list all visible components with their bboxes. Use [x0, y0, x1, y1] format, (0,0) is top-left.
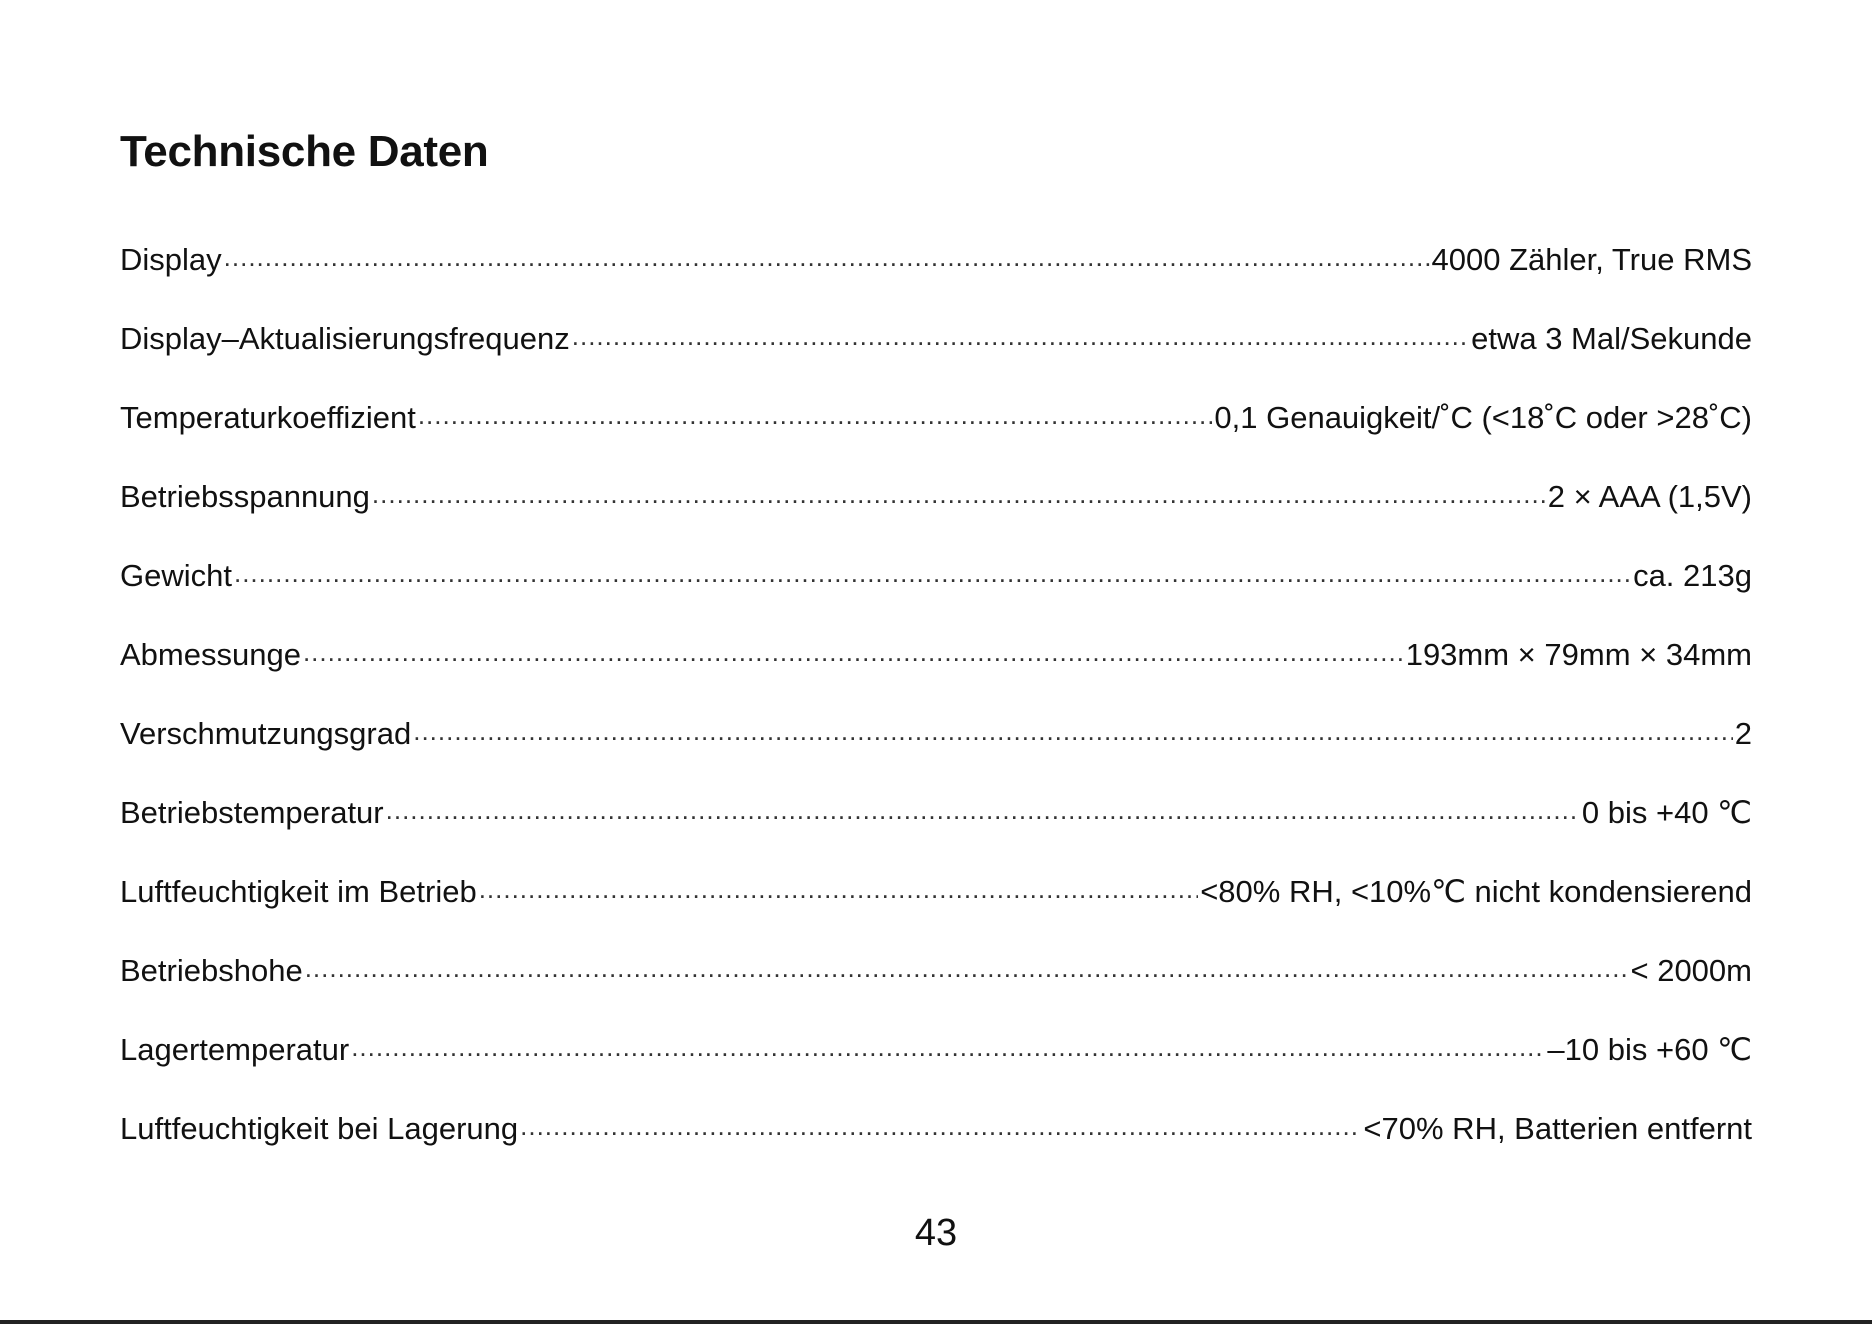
spec-row-weight — [120, 548, 1752, 627]
spec-row-operating-humidity — [120, 864, 1752, 943]
spec-value: 0 bis +40 ℃ — [1581, 795, 1752, 830]
spec-label: Abmessunge — [120, 637, 301, 672]
dot-leader — [520, 1097, 1361, 1154]
dot-leader — [572, 307, 1469, 364]
spec-value: 2 × AAA (1,5V) — [1547, 479, 1752, 514]
spec-row-operating-voltage — [120, 469, 1752, 548]
spec-label: Verschmutzungsgrad — [120, 716, 412, 751]
spec-value: ca. 213g — [1633, 558, 1752, 593]
spec-label: Betriebsspannung — [120, 479, 370, 514]
spec-label: Lagertemperatur — [120, 1032, 350, 1067]
spec-label: Gewicht — [120, 558, 232, 593]
bottom-rule — [0, 1320, 1872, 1324]
spec-row-operating-temperature — [120, 785, 1752, 864]
dot-leader — [351, 1018, 1545, 1075]
dot-leader — [305, 939, 1629, 996]
spec-value: 2 — [1734, 716, 1752, 751]
spec-row-refresh-rate — [120, 311, 1752, 390]
spec-value: <70% RH, Batterien entfernt — [1363, 1111, 1752, 1146]
spec-value: <80% RH, <10%℃ nicht kondensierend — [1200, 874, 1752, 909]
spec-value: 0,1 Genauigkeit/˚C (<18˚C oder >28˚C) — [1214, 400, 1752, 435]
page-number: 43 — [914, 1212, 958, 1254]
dot-leader — [234, 544, 1631, 601]
dot-leader — [479, 860, 1199, 917]
spec-row-storage-temperature — [120, 1022, 1752, 1101]
page-title: Technische Daten — [120, 127, 489, 176]
spec-row-temperature-coefficient — [120, 390, 1752, 469]
dot-leader — [413, 702, 1733, 759]
spec-list — [120, 232, 1752, 1180]
dot-leader — [224, 228, 1430, 285]
spec-row-storage-humidity — [120, 1101, 1752, 1180]
spec-value: < 2000m — [1630, 953, 1752, 988]
dot-leader — [303, 623, 1404, 680]
spec-row-pollution-degree — [120, 706, 1752, 785]
spec-value: 193mm × 79mm × 34mm — [1405, 637, 1752, 672]
spec-label: Luftfeuchtigkeit im Betrieb — [120, 874, 477, 909]
spec-label: Temperaturkoeffizient — [120, 400, 416, 435]
dot-leader — [372, 465, 1546, 522]
spec-label: Betriebstemperatur — [120, 795, 384, 830]
spec-label: Display–Aktualisierungsfrequenz — [120, 321, 570, 356]
spec-value: 4000 Zähler, True RMS — [1431, 242, 1752, 277]
spec-value: –10 bis +60 ℃ — [1547, 1032, 1752, 1067]
spec-label: Betriebshohe — [120, 953, 303, 988]
spec-label: Display — [120, 242, 222, 277]
spec-label: Luftfeuchtigkeit bei Lagerung — [120, 1111, 519, 1146]
dot-leader — [418, 386, 1213, 443]
spec-row-operating-altitude — [120, 943, 1752, 1022]
spec-row-display — [120, 232, 1752, 311]
spec-row-dimensions — [120, 627, 1752, 706]
dot-leader — [386, 781, 1580, 838]
spec-value: etwa 3 Mal/Sekunde — [1471, 321, 1752, 356]
